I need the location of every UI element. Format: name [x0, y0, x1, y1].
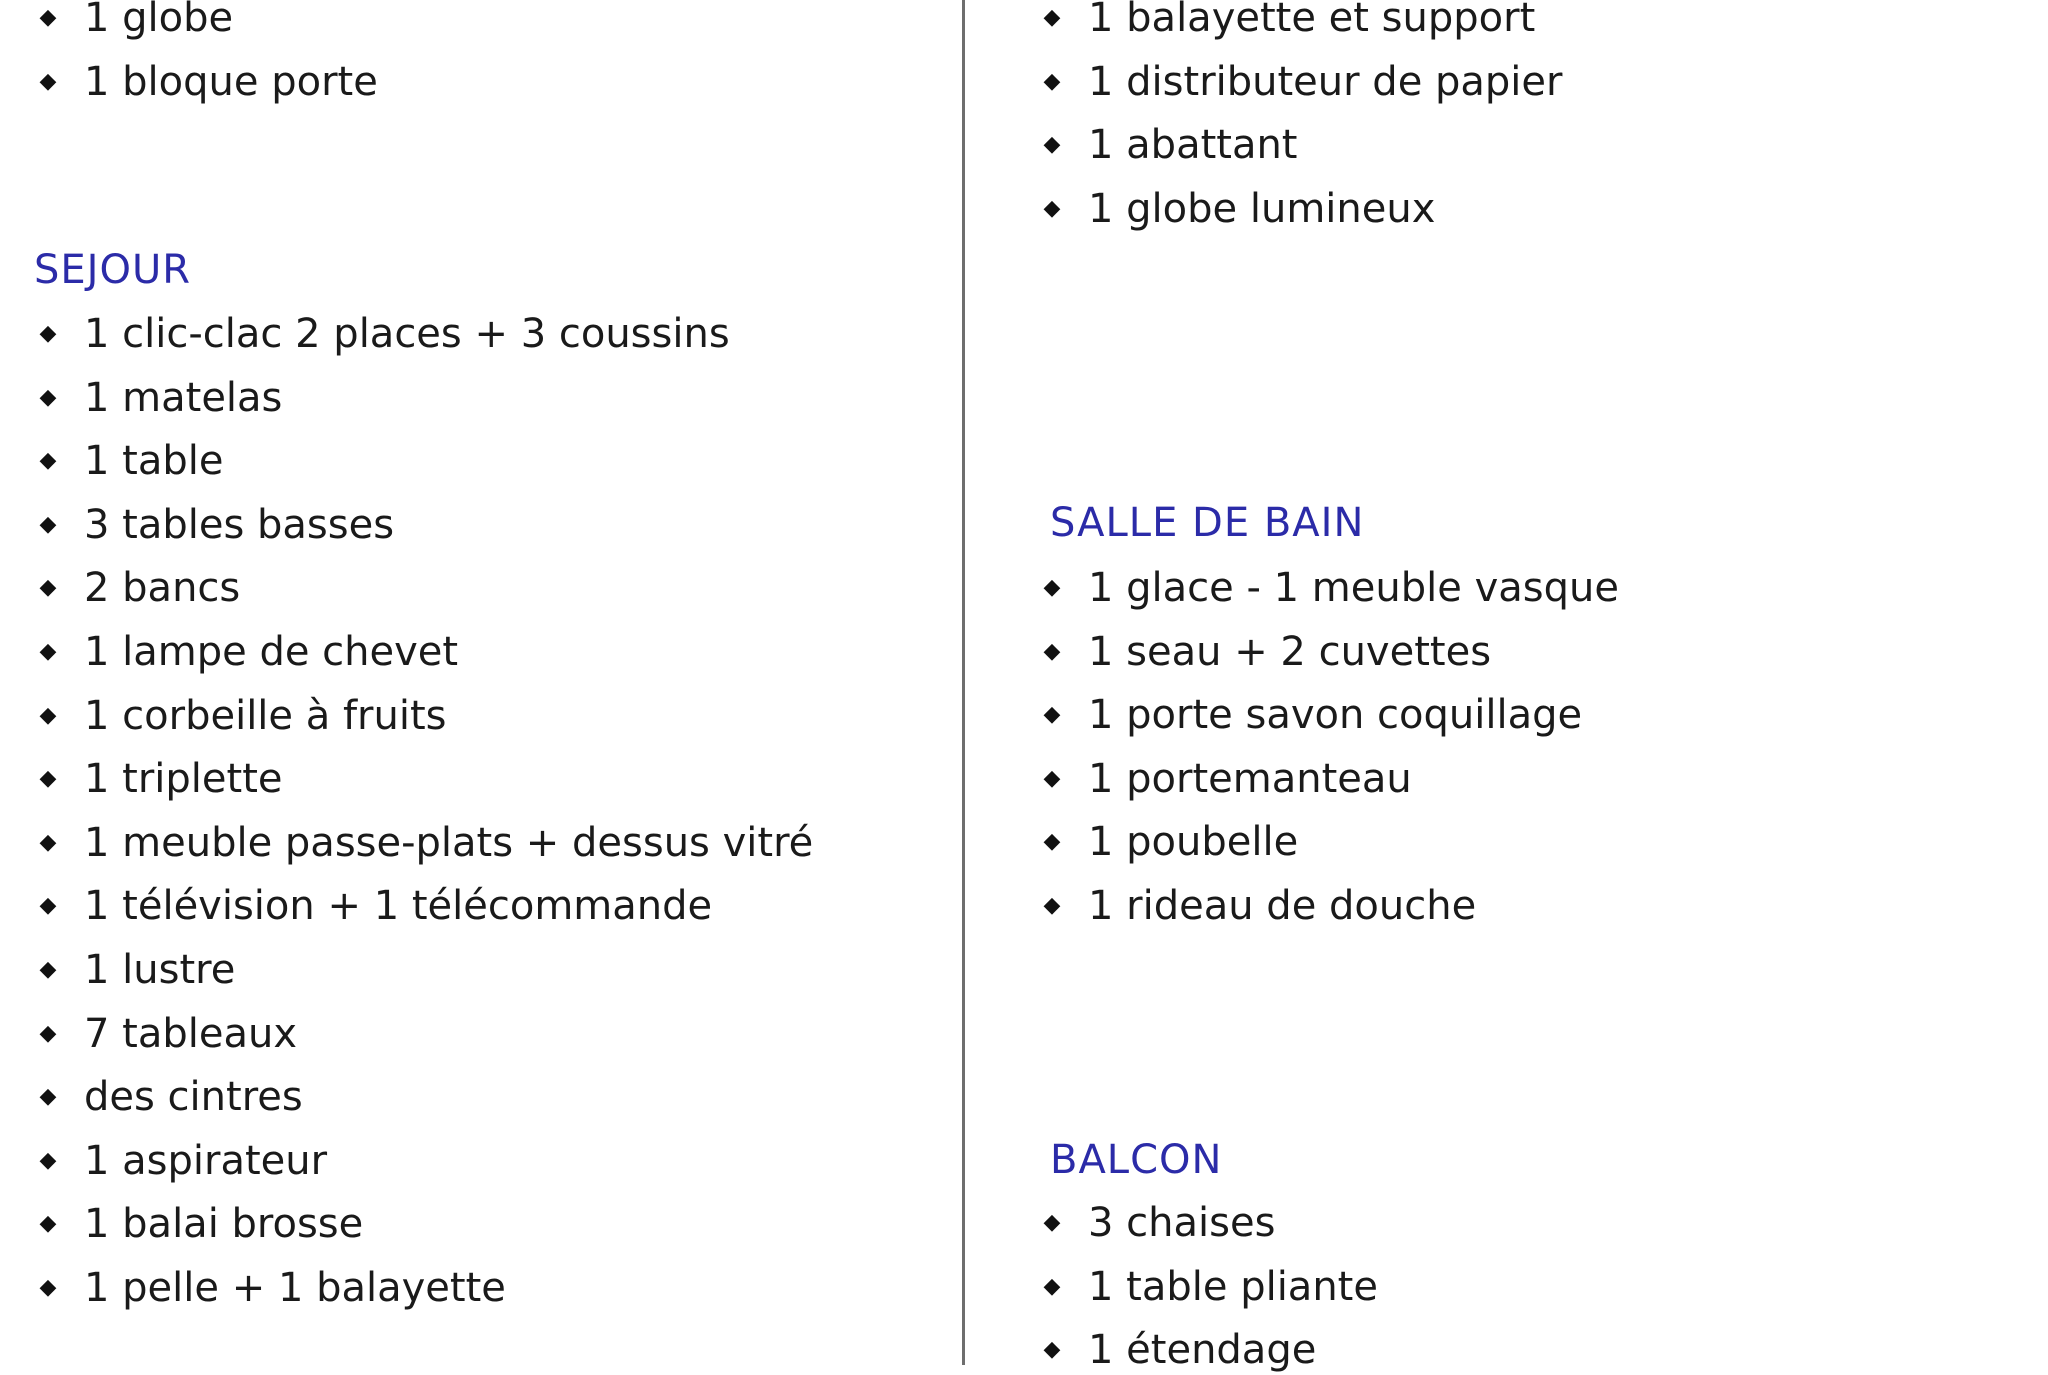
diamond-bullet-icon: ◆ [39, 511, 57, 537]
list-item-label: 1 balayette et support [1088, 0, 1536, 41]
list-item-label: des cintres [84, 1074, 303, 1121]
diamond-bullet-icon: ◆ [39, 1275, 57, 1300]
list-item-label: 1 globe lumineux [1088, 185, 1436, 232]
diamond-bullet-icon: ◆ [39, 68, 57, 94]
diamond-bullet-icon: ◆ [1043, 893, 1061, 918]
list-item-label: 1 seau + 2 cuvettes [1088, 628, 1492, 675]
list-item-label: 1 corbeille à fruits [84, 692, 447, 739]
section-heading-sejour: SEJOUR [34, 247, 192, 293]
list-item-label: 1 table [84, 438, 224, 485]
diamond-bullet-icon: ◆ [39, 1147, 57, 1173]
diamond-bullet-icon: ◆ [1043, 829, 1061, 855]
column-divider [962, 0, 965, 1365]
diamond-bullet-icon: ◆ [39, 893, 57, 919]
diamond-bullet-icon: ◆ [39, 702, 57, 728]
diamond-bullet-icon: ◆ [39, 639, 57, 664]
list-item-label: 1 balai brosse [84, 1201, 364, 1248]
diamond-bullet-icon: ◆ [39, 321, 57, 346]
list-item-label: 3 tables basses [84, 501, 395, 548]
list-item-label: 1 porte savon coquillage [1088, 692, 1583, 739]
diamond-bullet-icon: ◆ [39, 1084, 57, 1110]
list-item-label: 1 lustre [84, 947, 236, 993]
diamond-bullet-icon: ◆ [1043, 132, 1061, 158]
diamond-bullet-icon: ◆ [1043, 638, 1061, 664]
diamond-bullet-icon: ◆ [1043, 1210, 1061, 1235]
list-item-label: 3 chaises [1088, 1200, 1276, 1246]
list-item-label: 2 bancs [84, 565, 241, 612]
diamond-bullet-icon: ◆ [1043, 702, 1061, 728]
list-item-label: 1 matelas [84, 374, 283, 421]
list-item-label: 1 lampe de chevet [84, 629, 459, 675]
list-item-label: 1 étendage [1088, 1327, 1317, 1374]
list-item-label: 1 meuble passe-plats + dessus vitré [84, 819, 814, 866]
list-item-label: 1 abattant [1088, 122, 1298, 169]
diamond-bullet-icon: ◆ [39, 448, 57, 474]
list-item-label: 1 bloque porte [84, 58, 378, 105]
list-item-label: 1 table pliante [1088, 1263, 1378, 1310]
list-item-label: 1 pelle + 1 balayette [84, 1265, 506, 1311]
diamond-bullet-icon: ◆ [1043, 1337, 1061, 1363]
diamond-bullet-icon: ◆ [1043, 68, 1061, 94]
list-item-label: 1 distributeur de papier [1088, 58, 1563, 105]
list-item-label: 1 aspirateur [84, 1137, 328, 1184]
diamond-bullet-icon: ◆ [1043, 195, 1061, 221]
section-heading-salle-de-bain: SALLE DE BAIN [1050, 500, 1365, 546]
list-item-label: 1 glace - 1 meuble vasque [1088, 565, 1619, 611]
diamond-bullet-icon: ◆ [1043, 5, 1061, 30]
list-item-label: 1 clic-clac 2 places + 3 coussins [84, 311, 730, 357]
list-item-label: 1 poubelle [1088, 819, 1299, 866]
diamond-bullet-icon: ◆ [39, 957, 57, 982]
list-item-label: 1 portemanteau [1088, 755, 1412, 802]
diamond-bullet-icon: ◆ [39, 575, 57, 601]
list-item-label: 1 triplette [84, 756, 283, 803]
diamond-bullet-icon: ◆ [1043, 575, 1061, 600]
list-item-label: 1 télévision + 1 télécommande [84, 883, 713, 930]
diamond-bullet-icon: ◆ [39, 5, 57, 30]
diamond-bullet-icon: ◆ [39, 1020, 57, 1046]
diamond-bullet-icon: ◆ [39, 829, 57, 855]
section-heading-balcon: BALCON [1050, 1137, 1223, 1183]
list-item-label: 7 tableaux [84, 1010, 298, 1057]
diamond-bullet-icon: ◆ [1043, 765, 1061, 791]
list-item-label: 1 rideau de douche [1088, 883, 1477, 929]
diamond-bullet-icon: ◆ [39, 766, 57, 792]
list-item-label: 1 globe [84, 0, 234, 41]
diamond-bullet-icon: ◆ [1043, 1273, 1061, 1299]
diamond-bullet-icon: ◆ [39, 1211, 57, 1237]
diamond-bullet-icon: ◆ [39, 384, 57, 410]
